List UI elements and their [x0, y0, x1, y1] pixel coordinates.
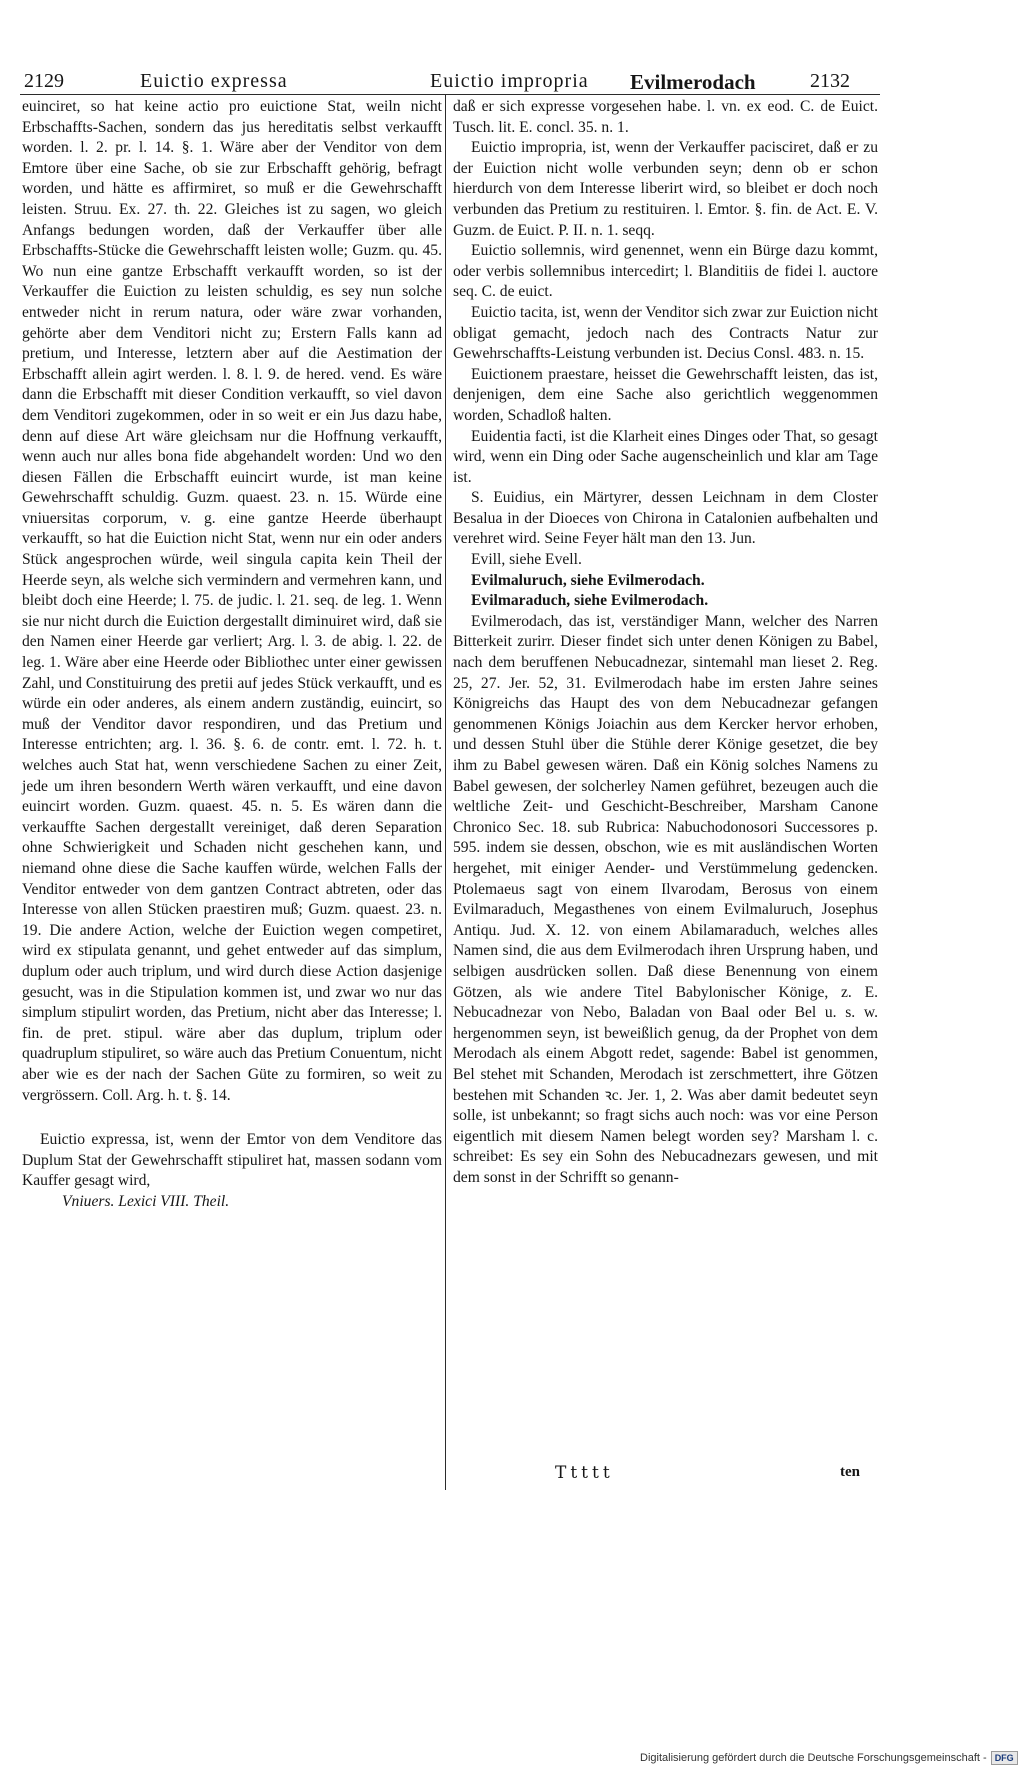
right-page-number: 2132	[810, 70, 850, 92]
right-column-paragraph: Euictio sollemnis, wird genennet, wenn ein Bürge dazu kommt, oder verbis sollemnibus intercedirt; l. Blanditiis de fidei l. auctore seq. C. de euict.	[453, 242, 878, 301]
paragraph-gap	[22, 1106, 442, 1130]
headword-entry: Evilmaraduch, siehe Evilmerodach.	[471, 592, 709, 610]
right-column-paragraph: daß er sich expresse vorgesehen habe. l. vn. ex eod. C. de Euict. Tusch. lit. E. concl. 35. n. 1.	[453, 98, 878, 136]
euictio-expressa-paragraph: Euictio expressa, ist, wenn der Emtor von dem Venditore das Duplum Stat der Gewehrschafft stipuliret hat, massen sodann vom Kauffer gesagt wird,	[22, 1131, 442, 1190]
left-column	[22, 97, 442, 1212]
dfg-logo-icon: DFG	[991, 1751, 1018, 1765]
catchword: ten	[840, 1464, 860, 1480]
right-column-paragraph: Euictio tacita, ist, wenn der Venditor sich zwar zur Euiction nicht obligat gemacht, jedoch nach des Contracts Natur zur Gewehrschaffts-Leistung verbunden ist. Decius Consl. 483. n. 15.	[453, 303, 878, 363]
digitization-text: Digitalisierung gefördert durch die Deutsche Forschungsgemeinschaft -	[640, 1752, 987, 1764]
header-rule	[20, 94, 880, 95]
column-divider	[445, 95, 446, 1490]
right-column-paragraph: Euictionem praestare, heisset die Gewehrschafft leisten, das ist, denjenigen, dem eine Sache also gerichtlich weggenommen worden, Schadloß halten.	[453, 365, 878, 424]
right-column-paragraph: Euidentia facti, ist die Klarheit eines Dinges oder That, so gesagt wird, wenn ein Ding oder Sache augenscheinlich und klar am Tage ist.	[453, 427, 878, 486]
right-running-title: Evilmerodach	[630, 70, 756, 94]
left-running-title: Euictio expressa	[140, 70, 288, 92]
signature-mark: Ttttt	[555, 1463, 614, 1483]
left-page-number: 2129	[24, 70, 64, 92]
headword-entry: Evilmaluruch, siehe Evilmerodach.	[471, 571, 705, 589]
digitization-note	[640, 1748, 1018, 1768]
right-column	[453, 97, 878, 1188]
right-column-paragraph: S. Euidius, ein Märtyrer, dessen Leichnam in dem Closter Besalua in der Dioeces von Chirona in Catalonien aufbehalten und verehret wird. Seine Feyer hält man den 13. Jun.	[453, 489, 878, 548]
right-column-paragraph: Evill, siehe Evell.	[471, 551, 582, 569]
left-column-paragraph: euinciret, so hat keine actio pro euictione Stat, weiln nicht Erbschaffts-Sachen, sondern das jus hereditatis selbst verkaufft worden. l. 2. pr. l. 14. §. 1. Wäre aber der Venditor von dem Emtore über eine Sache, ob sie zur Erbschafft gehörig, befragt worden, und hätte es affirmiret, so muß er die Gewehrschafft leisten. Struu. Ex. 27. th. 22. Gleiches ist zu sagen, wo gleich Anfangs bedungen worden, daß der Verkauffer über alle Erbschaffts-Stücke die Gewehrschafft leisten wolle; Guzm. qu. 45. Wo nun eine gantze Erbschafft verkaufft worden, so ist der Verkauffer die Euiction zu leisten schuldig, es sey nun solche entweder nicht in rerum natura, oder wäre zwar vorhanden, gehörte aber dem Venditori nicht zu; Erstern Falls kann ad pretium, und Interesse, letztern aber auf die Aestimation der Erbschafft allein agirt werden. l. 8. l. 9. de hered. vend. Es wäre dann die Erbschafft mit dieser Condition verkaufft, so viel davon dem Venditori zugekommen, oder in so weit er ein Jus dazu habe, denn auf diese Art wäre gleichsam nur die Hoffnung verkaufft, wenn auch nur alles bona fide abgehandelt worden: Und wo den diesen Fällen die Erbschafft euincirt wurde, ist man keine Gewehrschafft schuldig. Guzm. quaest. 23. n. 15. Würde eine vniuersitas corporum, v. g. eine gantze Heerde überhaupt verkaufft, so hat die Euiction nicht Stat, wenn nur ein oder anders Stück angesprochen würde, weil singula capita kein Theil der Heerde seyn, als welche sich vermindern and vermehren kann, und bleibt doch eine Heerde; l. 75. de judic. l. 21. seq. de leg. 1. Wenn sie nur nicht durch die Euiction dergestallt diminuiret wird, daß sie den Namen einer Heerde gar verliert; Arg. l. 3. de abig. l. 22. de leg. 1. Wäre aber eine Heerde oder Bibliothec unter einer gewissen Zahl, und Constituirung des pretii auf jedes Stück verkaufft, und es würde ein oder anderes, als einem andern zuständig, euincirt, so muß der Venditor davor respondiren, und das Pretium und Interesse entrichten; arg. l. 36. §. 6. de contr. emt. l. 72. h. t. welches auch Stat hat, wenn verschiedene Sachen zu einer Zeit, jede um ihren besondern Werth wären verkaufft, und eine davon euincirt worden. Guzm. quaest. 45. n. 5. Es wären dann die verkauffte Sachen dergestallt vereiniget, daß deren Separation ohne Schwierigkeit und Schaden nicht geschehen kann, und niemand ohne diese die Sache kauffen würde, welchen Falls der Venditor entweder von dem gantzen Contract abtreten, oder das Interesse von allen Stücken praestiren muß; Guzm. quaest. 23. n. 19. Die andere Action, welche der Euiction wegen competiret, wird ex stipulata genannt, und gehet entweder auf das simplum, duplum oder auch triplum, und wird durch diese Action dasjenige gesucht, was in die Stipulation kommen ist, und zwar wo nur das simplum stipulirt worden, das Pretium, nicht aber das Interesse; l. fin. de pret. stipul. wäre aber das duplum, triplum oder quadruplum stipuliret, so wäre auch das Pretium Conuentum, nicht aber wie es der nach der Sachen Güte zu formiren, so weit zu vergrössern. Coll. Arg. h. t. §. 14.	[22, 98, 442, 1104]
evilmerodach-entry: Evilmerodach, das ist, verständiger Mann, welcher des Narren Bitterkeit zurirr. Dieser findet sich unter denen Königen zu Babel, nach dem beruffenen Nebucadnezar, sintemahl man lieset 2. Reg. 25, 27. Jer. 52, 31. Evilmerodach habe im ersten Jahre seines Königreichs das Haupt des von dem Nebucadnezar gefangen genommenen Königs Joiachin aus dem Kercker hervor erhoben, und dessen Stuhl über die Stühle derer Könige gesetzet, die bey ihm zu Babel gewesen wären. Daß ein König solches Namens zu Babel gewesen, der solcherley Namen geführet, bezeugen auch die weltliche Zeit- und Geschicht-Beschreiber, Marsham Canone Chronico Sec. 18. sub Rubrica: Nabuchodonosori Successores p. 595. indem sie dessen, obschon, wie es mit ausländischen Worten hergehet, mit einiger Aender- und Verstümmelung gedencken. Ptolemaeus sagt von einem Ilvarodam, Berosus von einem Evilmaraduch, Megasthenes von einem Evilmaluruch, Josephus Antiqu. Jud. X. 12. von einem Abilamaraduch, welches alles Namen sind, die aus dem Evilmerodach ihren Ursprung haben, und selbigen ausdrücken sollen. Daß diese Benennung von einem Götzen, als wie andere Titel Babylonischer Könige, z. E. Nebucadnezar von Nebo, Baladan von Baal oder Bel u. s. w. hergenommen seyn, ist beweißlich genug, da der Prophet von dem Merodach als einem Abgott redet, sagende: Babel ist genommen, Bel stehet mit Schanden, Merodach ist zerschmettert, ihre Götzen bestehen mit Schanden ꝛc. Jer. 1, 2. Was aber damit bedeutet seyn solle, ist unbekannt; so fragt sichs auch noch: was vor eine Person eigentlich mit diesem Namen belegt worden sey? Marsham l. c. schreibet: Es sey ein Sohn des Nebucadnezars gewesen, und mit dem sonst in der Schrifft so genann-	[453, 612, 878, 1186]
right-column-paragraph: Euictio impropria, ist, wenn der Verkauffer pacisciret, daß er zu der Euiction nicht wolle verbunden seyn; denn ob er schon hierdurch von dem Interesse liberirt wird, so bleibet er doch noch verbunden das Pretium zu restituiren. l. Emtor. §. fin. de Act. E. V. Guzm. de Euict. P. II. n. 1. seqq.	[453, 139, 878, 239]
page-header	[20, 62, 880, 96]
center-running-title: Euictio impropria	[430, 70, 589, 92]
volume-footer-title: Vniuers. Lexici VIII. Theil.	[62, 1192, 230, 1210]
